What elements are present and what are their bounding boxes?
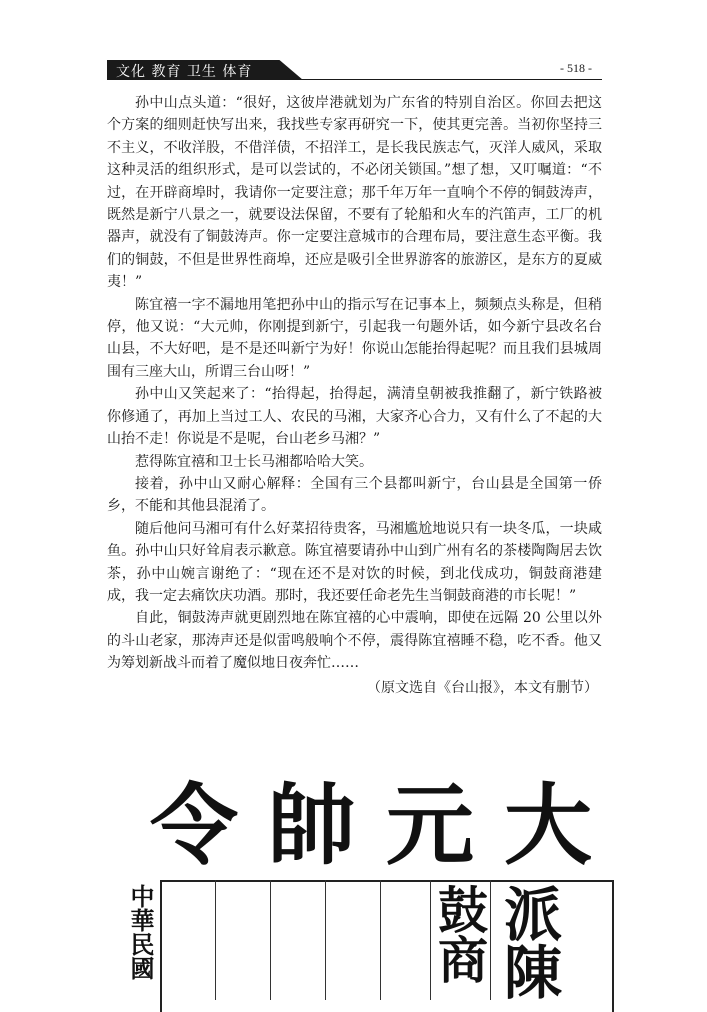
source-note: （原文选自《台山报》，本文有删节） [367,679,598,696]
column-line [215,880,216,1000]
paragraph: 惹得陈宜禧和卫士长马湘都哈哈大笑。 [135,453,373,470]
document-date-label: 中華民國 [126,884,155,980]
calligraphy-char: 令 [150,773,239,877]
article-body [107,92,602,699]
page-number: - 518 - [560,61,592,75]
document-column-text: 派陳 [494,884,562,1000]
calligraphy-char: 元 [386,773,475,877]
paragraph: 自此，铜鼓涛声就更剧烈地在陈宜禧的心中震响，即使在远隔 20 公里以外的斗山老家，那涛声还是似雷鸣般响个不停，震得陈宜禧睡不稳，吃不香。他又为筹划新战斗而着了魔似地日夜奔忙…… [107,610,602,672]
column-line [380,880,381,1000]
column-line [270,880,271,1000]
document-column-text: 鼓商 [430,884,489,984]
column-line [490,880,491,1000]
paragraph: 随后他问马湘可有什么好菜招待贵客，马湘尴尬地说只有一块冬瓜，一块咸鱼。孙中山只好耸肩表示歉意。陈宜禧要请孙中山到广州有名的茶楼陶陶居去饮茶，孙中山婉言谢绝了：“现在还不是对饮的时候，到北伐成功，铜鼓商港建成，我一定去痛饮庆功酒。那时，我还要任命老先生当铜鼓商港的市长呢！” [107,520,602,604]
paragraph: 陈宜禧一字不漏地用笔把孙中山的指示写在记事本上，频频点头称是，但稍停，他又说：“大元帅，你刚提到新宁，引起我一句题外话，如今新宁县改名台山县，不大好吧，是不是还叫新宁为好！你说山怎能抬得起呢？而且我们县城周围有三座大山，所谓三台山呀！” [107,296,602,380]
calligraphy-char: 帥 [268,773,357,877]
column-line [325,880,326,1000]
paragraph: 接着，孙中山又耐心解释：全国有三个县都叫新宁，台山县是全国第一侨乡，不能和其他县混淆了。 [107,475,602,515]
paragraph: 孙中山又笑起来了：“抬得起，抬得起，满清皇朝被我推翻了，新宁铁路被你修通了，再加上当过工人、农民的马湘，大家齐心合力，又有什么了不起的大山抬不走！你说是不是呢，台山老乡马湘？” [107,386,602,448]
calligraphy-title [150,775,620,875]
header-rule [107,79,602,80]
calligraphy-char: 大 [504,773,593,877]
paragraph: 孙中山点头道：“很好，这彼岸港就划为广东省的特别自治区。你回去把这个方案的细则赶快写出来，我找些专家再研究一下，使其更完善。当初你坚持三不主义，不收洋股，不借洋债，不招洋工，是长我民族志气，灭洋人威风，采取这种灵活的组织形式，是可以尝试的，不必闭关锁国。”想了想，又叮嘱道：“不过，在开辟商埠时，我请你一定要注意；那千年万年一直响个不停的铜鼓涛声，既然是新宁八景之一，就要设法保留，不要有了轮船和火车的汽笛声，工厂的机器声，就没有了铜鼓涛声。你一定要注意城市的合理布局，要注意生态平衡。我们的铜鼓，不但是世界性商埠，还应是吸引全世界游客的旅游区，是东方的夏威夷！” [107,95,602,291]
section-title: 文化 教育 卫生 体育 [116,64,253,80]
